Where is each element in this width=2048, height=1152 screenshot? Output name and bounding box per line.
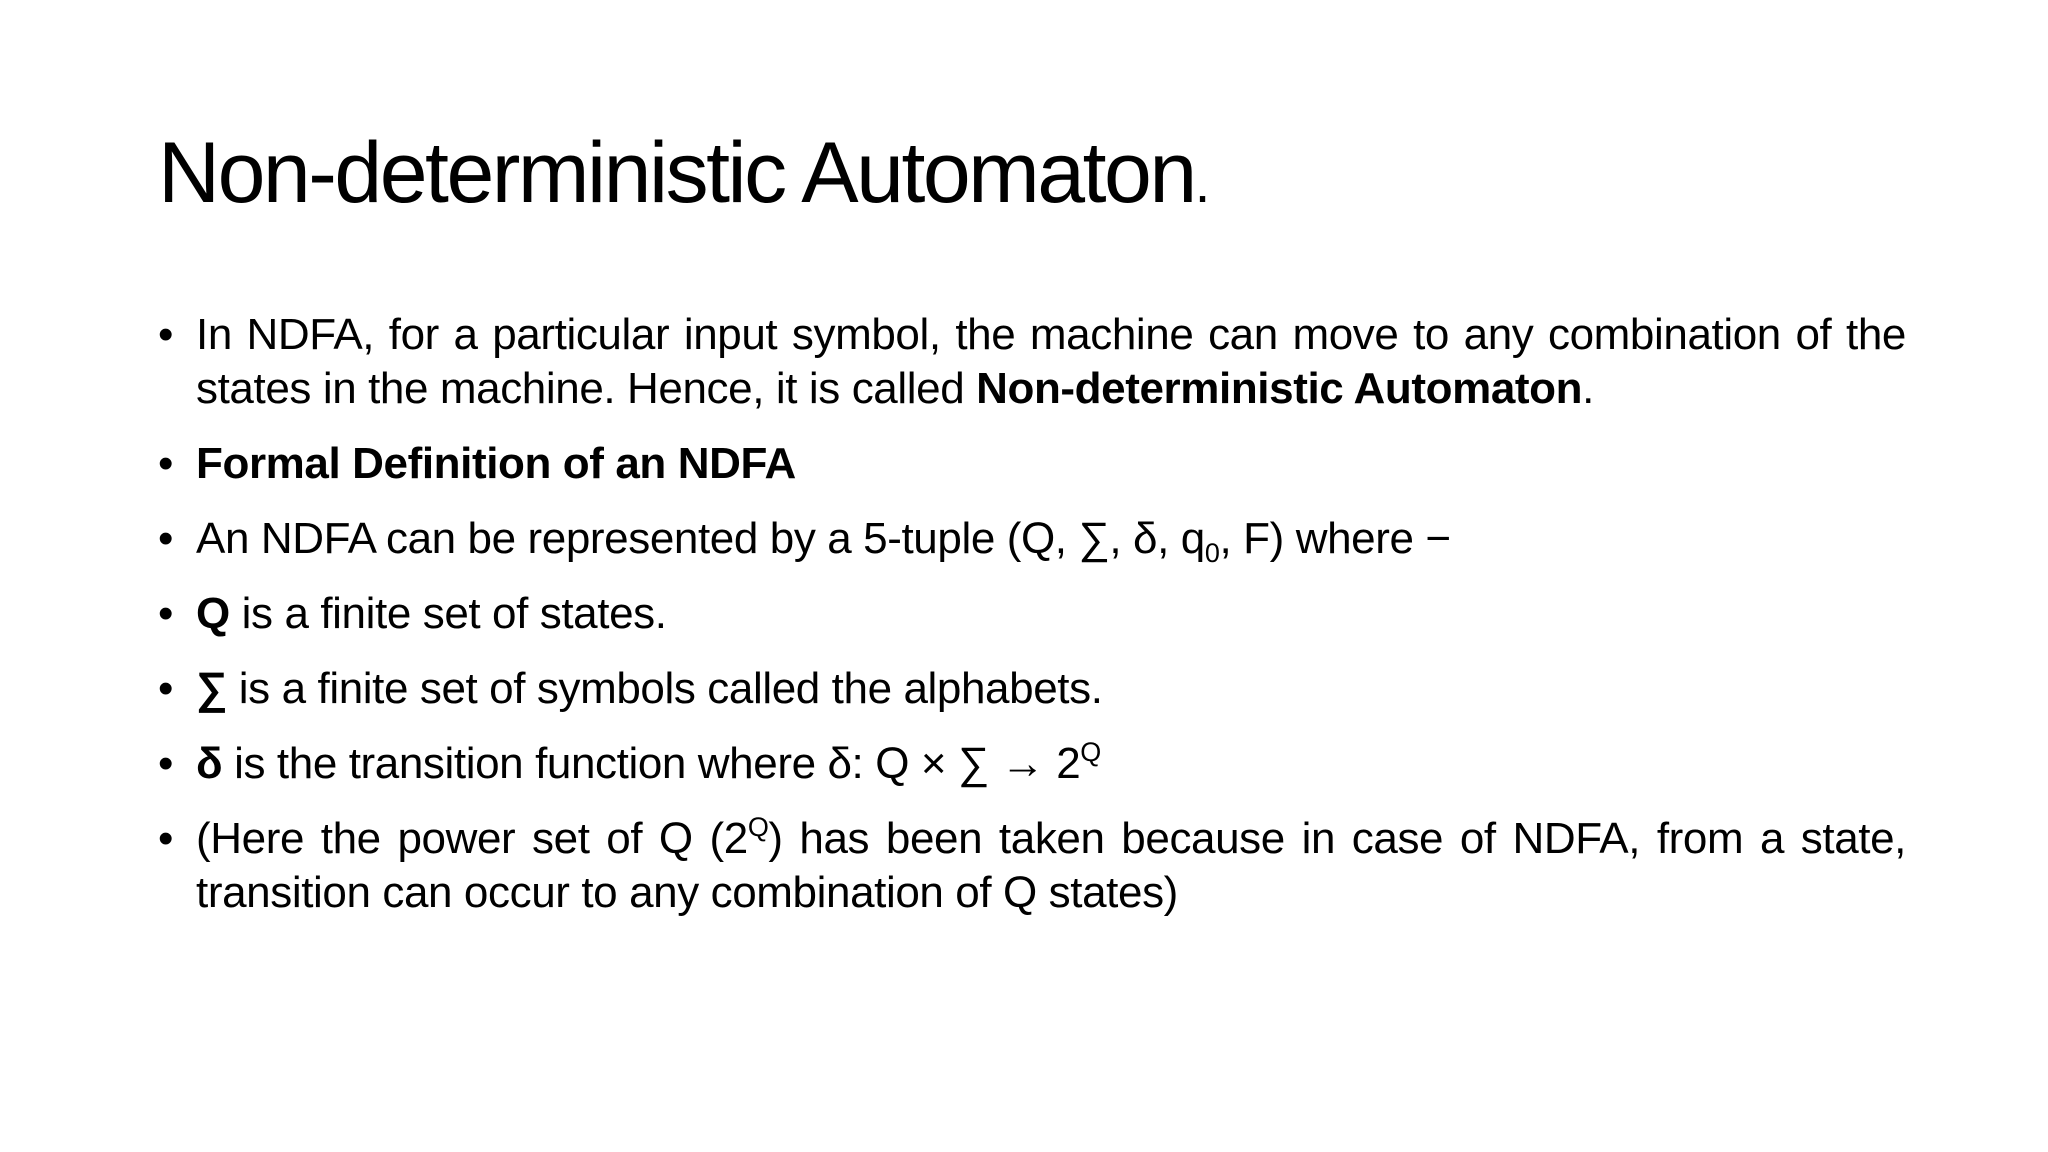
bullet-formal-definition (158, 437, 1906, 491)
bullet-ndfa-description (158, 308, 1906, 416)
bullet-text: is the transition function where δ: Q × ∑ → 2 (222, 739, 1081, 788)
bullet-text-after: ) has been taken because in case of NDFA, from a state, transition can occur to any combination of Q states) (196, 814, 1906, 917)
bullet-bold-symbol: ∑ (196, 664, 227, 713)
bullet-text-after: , F) where − (1219, 514, 1451, 563)
bullet-bold-symbol: Q (196, 589, 230, 638)
bullet-text: An NDFA can be represented by a 5-tuple (Q, ∑, δ, q (196, 514, 1205, 563)
bullet-bold-heading: Formal Definition of an NDFA (196, 439, 796, 488)
slide-title-dot: . (1194, 151, 1211, 214)
bullet-list (158, 308, 1906, 941)
bullet-text: (Here the power set of Q (2 (196, 814, 748, 863)
bullet-text: is a finite set of states. (229, 589, 667, 638)
slide-title (158, 118, 1210, 238)
bullet-text: is a finite set of symbols called the alphabets. (226, 664, 1103, 713)
bullet-end: . (1582, 364, 1594, 413)
bullet-five-tuple (158, 512, 1906, 566)
bullet-q-states (158, 587, 1906, 641)
bullet-bold-term: Non-deterministic Automaton (976, 364, 1583, 413)
bullet-bold-symbol: δ (196, 739, 223, 788)
bullet-transition-function (158, 737, 1906, 791)
bullet-text: In NDFA, for a particular input symbol, the machine can move to any combination of the states in the machine. Hence, it is called (196, 310, 1906, 413)
superscript-q: Q (747, 812, 769, 842)
superscript-q: Q (1080, 737, 1101, 767)
slide-title-text: Non-deterministic Automaton (158, 125, 1195, 221)
subscript-zero: 0 (1204, 538, 1220, 568)
bullet-alphabet (158, 662, 1906, 716)
bullet-power-set-note (158, 812, 1906, 920)
